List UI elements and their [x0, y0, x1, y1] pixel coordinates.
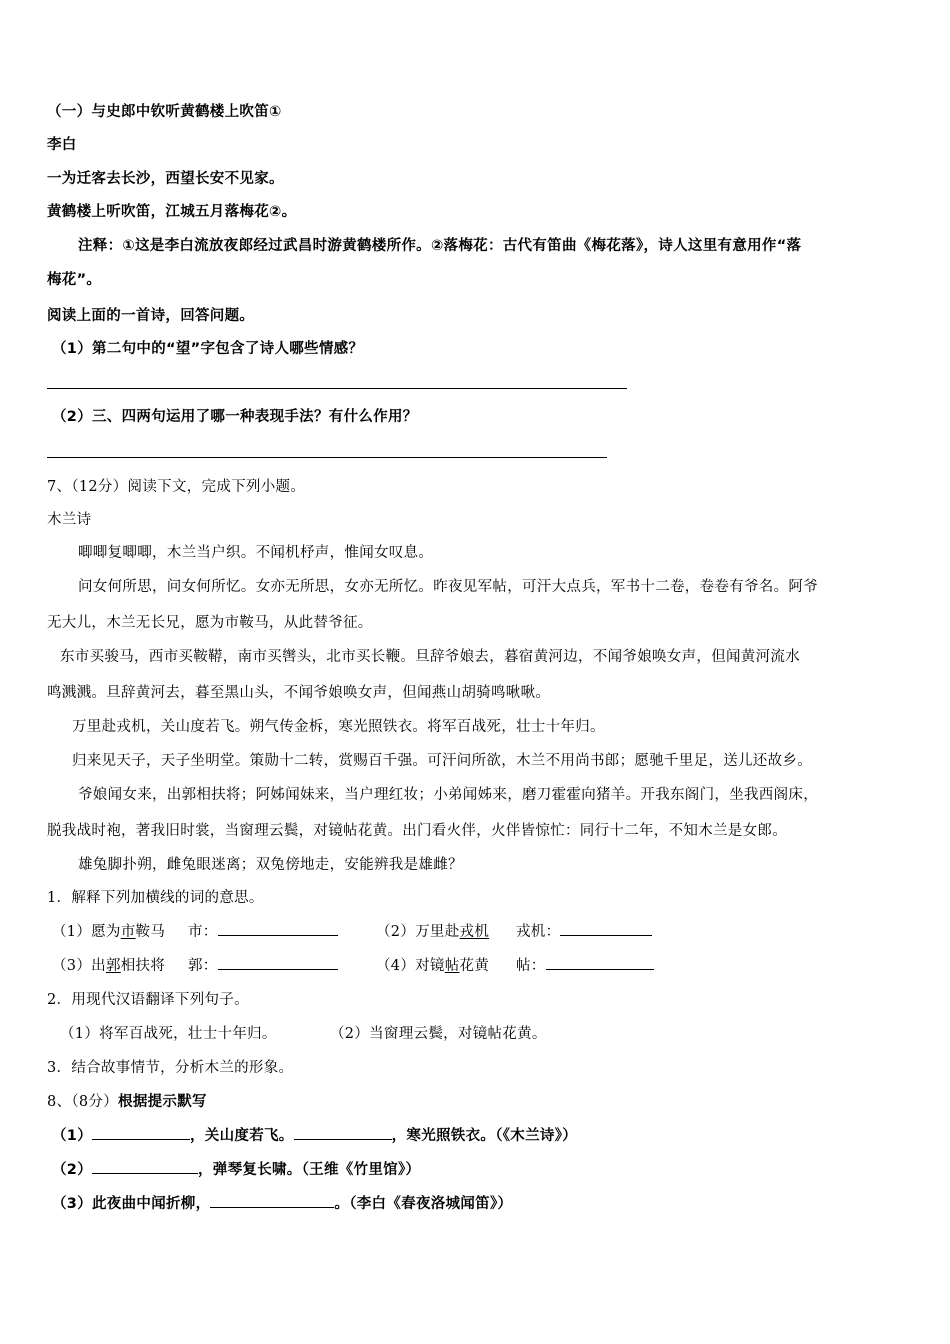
q7-sub-1-item-2: （2）万里赴戎机 [376, 924, 490, 940]
q7-sub-2: 2．用现代汉语翻译下列句子。 [47, 992, 249, 1008]
q7-para-4: 万里赴戎机，关山度若飞。朔气传金柝，寒光照铁衣。将军百战死，壮士十年归。 [72, 719, 605, 735]
poem-line-2: 黄鹤楼上听吹笛，江城五月落梅花②。 [47, 204, 297, 220]
answer-blank[interactable] [218, 921, 338, 936]
q7-para-6: 爷娘闻女来，出郭相扶将；阿姊闻妹来，当户理红妆；小弟闻姊来，磨刀霍霍向猪羊。开我东阁门，坐我西阁床， [78, 787, 818, 803]
q7-para-7: 雄兔脚扑朔，雌兔眼迷离；双兔傍地走，安能辨我是雄雌？ [78, 857, 463, 873]
underlined-word: 郭 [105, 958, 121, 974]
poem-instruction: 阅读上面的一首诗，回答问题。 [47, 308, 255, 324]
q7-para-2: 问女何所思，问女何所忆。女亦无所思，女亦无所忆。昨夜见军帖，可汗大点兵，军书十二卷，卷卷有爷名。阿爷 [78, 579, 818, 595]
q7-sub-1-label-2: 戎机： [516, 921, 910, 943]
q7-para-3-cont: 鸣溅溅。旦辞黄河去，暮至黑山头，不闻爷娘唤女声，但闻燕山胡骑鸣啾啾。 [47, 685, 551, 701]
poem-note-cont: 梅花”。 [47, 272, 102, 288]
q7-header: 7、（12分）阅读下文，完成下列小题。 [47, 479, 306, 495]
q8-line-1: （1） ，关山度若飞。 ，寒光照铁衣。（《木兰诗》） [52, 1125, 910, 1147]
q7-sub-3: 3．结合故事情节，分析木兰的形象。 [47, 1060, 294, 1076]
answer-line-2[interactable] [47, 457, 607, 458]
q7-sub-1-item-4: （4）对镜帖花黄 [376, 958, 490, 974]
answer-blank[interactable] [92, 1159, 198, 1174]
q7-sub-1-label-4: 帖： [516, 955, 910, 977]
q7-sub-2-a: （1）将军百战死，壮士十年归。 [60, 1026, 277, 1042]
q7-sub-2-b: （2）当窗理云鬓，对镜帖花黄。 [330, 1026, 547, 1042]
answer-blank[interactable] [210, 1193, 334, 1208]
answer-blank[interactable] [546, 955, 654, 970]
poem-title: （一）与史郎中钦听黄鹤楼上吹笛① [47, 104, 282, 120]
underlined-word: 戎机 [459, 924, 490, 940]
q7-text-title: 木兰诗 [47, 512, 92, 528]
q7-sub-1-item-1: （1）愿为市鞍马 [52, 924, 166, 940]
answer-blank[interactable] [218, 955, 338, 970]
underlined-word: 市 [120, 924, 136, 940]
poem-author: 李白 [47, 137, 77, 153]
q7-sub-1-label-3: 郭： [188, 955, 910, 977]
q7-para-6-cont: 脱我战时袍，著我旧时裳，当窗理云鬓，对镜帖花黄。出门看火伴，火伴皆惊忙：同行十二年，不知木兰是女郎。 [47, 823, 787, 839]
q7-para-1: 唧唧复唧唧，木兰当户织。不闻机杼声，惟闻女叹息。 [78, 545, 434, 561]
q7-para-5: 归来见天子，天子坐明堂。策勋十二转，赏赐百千强。可汗问所欲，木兰不用尚书郎；愿驰千里足，送儿还故乡。 [72, 753, 812, 769]
q7-sub-1: 1．解释下列加横线的词的意思。 [47, 890, 264, 906]
answer-blank[interactable] [92, 1125, 190, 1140]
answer-blank[interactable] [294, 1125, 392, 1140]
answer-line-1[interactable] [47, 388, 627, 389]
poem-line-1: 一为迁客去长沙，西望长安不见家。 [47, 171, 284, 187]
q7-para-3: 东市买骏马，西市买鞍鞯，南市买辔头，北市买长鞭。旦辞爷娘去，暮宿黄河边，不闻爷娘唤女声，但闻黄河流水 [60, 649, 800, 665]
q7-sub-1-item-3: （3）出郭相扶将 [52, 958, 166, 974]
poem-question-2: （2）三、四两句运用了哪一种表现手法？有什么作用？ [52, 409, 418, 425]
q7-para-2-cont: 无大儿，木兰无长兄，愿为市鞍马，从此替爷征。 [47, 615, 373, 631]
answer-blank[interactable] [560, 921, 652, 936]
underlined-word: 帖 [444, 958, 460, 974]
poem-question-1: （1）第二句中的“望”字包含了诗人哪些情感？ [52, 341, 364, 357]
q8-header: 8、（8分）根据提示默写 [47, 1094, 207, 1110]
q7-sub-1-label-1: 市： [188, 921, 910, 943]
q8-line-2: （2） ，弹琴复长啸。（王维《竹里馆》） [52, 1159, 910, 1181]
poem-note: 注释：①这是李白流放夜郎经过武昌时游黄鹤楼所作。②落梅花：古代有笛曲《梅花落》，诗人这里有意用作“落 [78, 238, 802, 254]
q8-line-3: （3）此夜曲中闻折柳， 。（李白《春夜洛城闻笛》） [52, 1193, 910, 1215]
